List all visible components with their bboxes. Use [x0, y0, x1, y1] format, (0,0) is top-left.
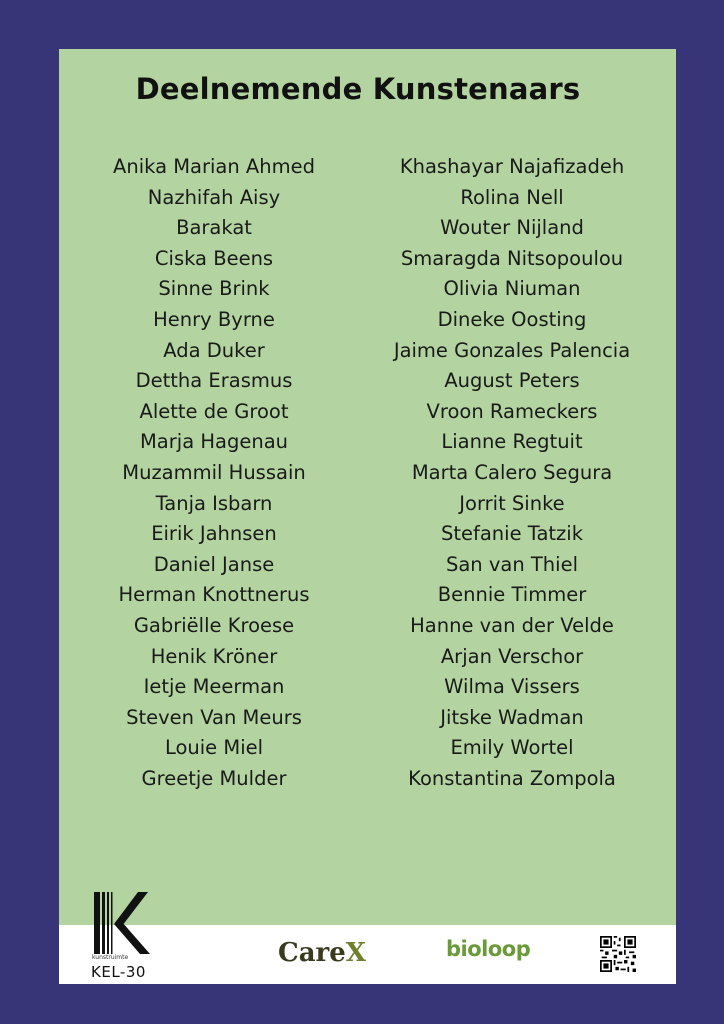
artist-name: Steven Van Meurs — [126, 705, 302, 729]
artist-name: Smaragda Nitsopoulou — [400, 246, 624, 270]
artist-name: Muzammil Hussain — [122, 460, 306, 484]
artist-name: Henry Byrne — [153, 307, 275, 331]
artist-name: Alette de Groot — [139, 399, 289, 423]
artist-name: Sinne Brink — [158, 277, 270, 301]
artist-name: Olivia Niuman — [443, 277, 581, 301]
artist-name: Gabriëlle Kroese — [133, 613, 295, 637]
artist-name: Barakat — [176, 216, 252, 240]
artist-name: Khashayar Najafizadeh — [399, 155, 625, 178]
artist-name: Dineke Oosting — [437, 307, 587, 331]
artist-name: Konstantina Zompola — [408, 766, 616, 790]
artist-name: Louie Miel — [164, 736, 264, 760]
artist-name: Stefanie Tatzik — [440, 522, 584, 546]
artist-name: Wouter Nijland — [440, 216, 584, 240]
carex-logo-x: X — [345, 938, 366, 968]
artist-name: Ietje Meerman — [143, 675, 285, 699]
artist-name: Lianne Regtuit — [441, 430, 583, 454]
artist-name: Nazhifah Aisy — [147, 185, 281, 209]
artist-name: Tanja Isbarn — [155, 491, 273, 515]
qr-code-icon — [600, 936, 636, 972]
artist-name: Jorrit Sinke — [459, 491, 565, 515]
artist-name: Emily Wortel — [450, 736, 574, 760]
artist-list-left — [92, 152, 336, 794]
artist-name: Hanne van der Velde — [410, 613, 614, 637]
artist-name: Anika Marian Ahmed — [113, 155, 315, 178]
artist-name: Marta Calero Segura — [411, 460, 613, 484]
artist-name: Ciska Beens — [154, 246, 274, 270]
artist-name: Bennie Timmer — [437, 583, 587, 607]
kel-logo-name: KEL-30 — [91, 963, 146, 981]
artist-list-right — [380, 152, 644, 794]
artist-name: Ada Duker — [163, 338, 265, 362]
artist-name: Henik Kröner — [150, 644, 278, 668]
artist-name: Jitske Wadman — [440, 705, 584, 729]
artist-name: Vroon Rameckers — [426, 399, 598, 423]
page-title: Deelnemende Kunstenaars — [135, 72, 581, 106]
artist-name: Herman Knottnerus — [118, 583, 310, 607]
artist-name: Wilma Vissers — [444, 675, 580, 699]
artist-name: Arjan Verschor — [440, 644, 584, 668]
artist-name: San van Thiel — [445, 552, 579, 576]
artist-name: Dettha Erasmus — [135, 369, 293, 393]
artist-name: Eirik Jahnsen — [151, 522, 277, 546]
artist-name: Daniel Janse — [153, 552, 275, 576]
artist-name: Jaime Gonzales Palencia — [393, 338, 631, 362]
carex-logo-main: Care — [278, 938, 346, 968]
artist-name: Rolina Nell — [460, 185, 564, 209]
carex-logo — [278, 938, 366, 968]
artist-name: Greetje Mulder — [141, 766, 287, 790]
kel-logo-subtitle: kunstruimte — [92, 954, 129, 961]
bioloop-logo: bioloop — [446, 937, 531, 961]
artist-name: Marja Hagenau — [139, 430, 288, 454]
artist-name: August Peters — [444, 369, 580, 393]
